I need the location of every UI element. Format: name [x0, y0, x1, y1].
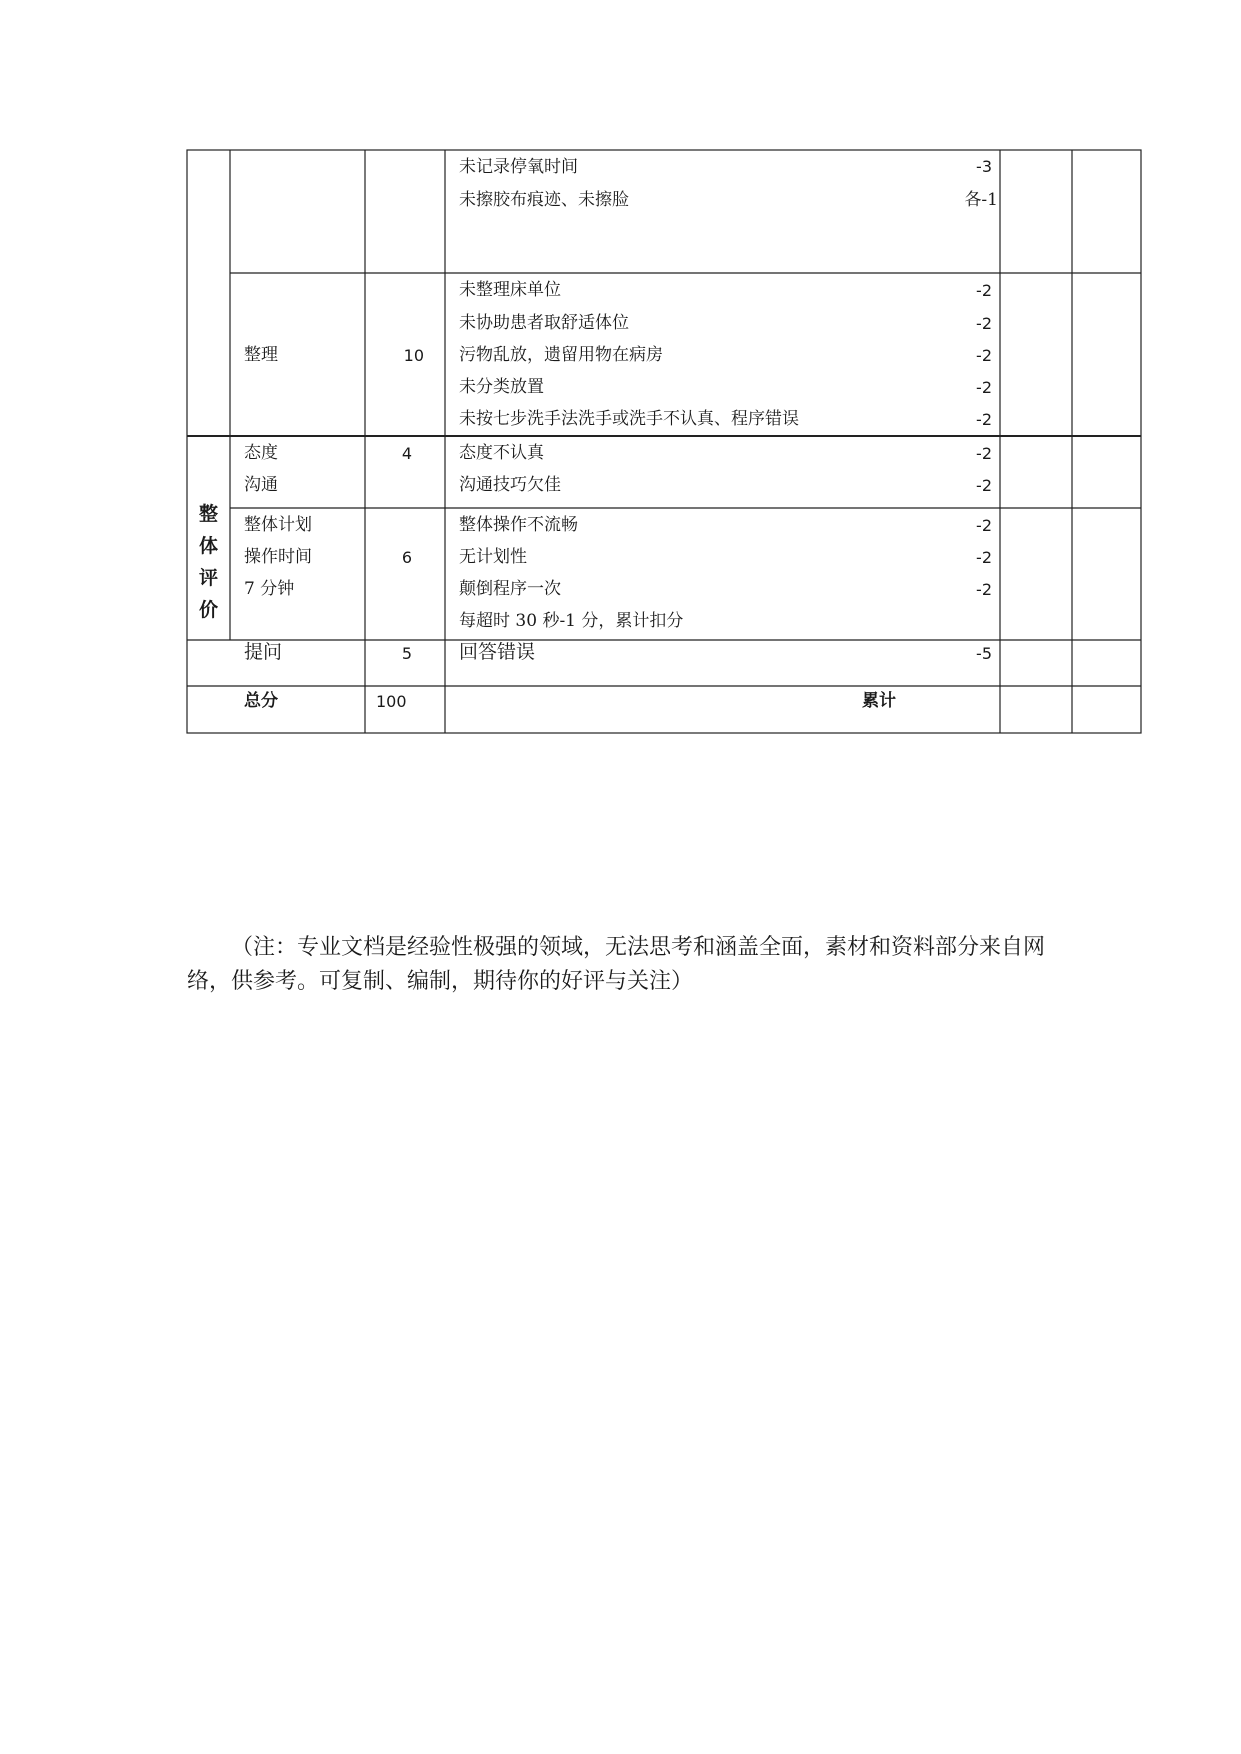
section-label-char: 整: [199, 503, 219, 525]
item-points: 4: [401, 444, 413, 463]
criterion-score: -2: [976, 516, 992, 535]
criterion-score: -2: [976, 548, 992, 567]
total-points: 100: [376, 692, 407, 711]
criterion-text: 态度不认真: [459, 443, 544, 463]
criterion-text: 无计划性: [459, 547, 527, 567]
total-label: 总分: [244, 691, 278, 711]
criterion-score: -2: [976, 444, 992, 463]
section-label-char: 评: [199, 567, 219, 589]
criterion-score: -3: [976, 157, 992, 176]
cumulative-label: 累计: [862, 691, 896, 711]
criterion-score: -5: [976, 644, 992, 663]
item-name: 态度: [244, 443, 278, 463]
item-name: 操作时间: [244, 547, 312, 567]
criterion-text: 未协助患者取舒适体位: [459, 313, 629, 333]
criterion-text: 未整理床单位: [459, 280, 561, 300]
criterion-score: 各-1: [964, 190, 998, 210]
criterion-text: 每超时 30 秒-1 分，累计扣分: [459, 611, 684, 631]
item-name: 沟通: [244, 475, 278, 495]
footnote: （注：专业文档是经验性极强的领域，无法思考和涵盖全面，素材和资料部分来自网络，供参考。可复制、编制，期待你的好评与关注）: [187, 935, 1046, 994]
item-name: 7 分钟: [244, 579, 295, 599]
item-points: 5: [401, 644, 413, 663]
item-points: 6: [401, 548, 413, 567]
section-label-char: 价: [199, 599, 219, 621]
criterion-score: -2: [976, 580, 992, 599]
criterion-score: -2: [976, 314, 992, 333]
item-points: 10: [403, 346, 424, 365]
item-name: 整理: [244, 345, 278, 365]
criterion-score: -2: [976, 281, 992, 300]
criterion-text: 沟通技巧欠佳: [459, 475, 561, 495]
section-label-char: 体: [199, 535, 219, 557]
item-name: 提问: [244, 641, 283, 663]
criterion-text: 颠倒程序一次: [459, 579, 561, 599]
criterion-text: 回答错误: [459, 641, 536, 663]
criterion-text: 未分类放置: [459, 377, 544, 397]
criterion-text: 未按七步洗手法洗手或洗手不认真、程序错误: [459, 409, 799, 429]
criterion-text: 整体操作不流畅: [459, 515, 578, 535]
criterion-score: -2: [976, 378, 992, 397]
criterion-text: 未擦胶布痕迹、未擦脸: [459, 190, 629, 210]
item-name: 整体计划: [244, 515, 312, 535]
criterion-text: 未记录停氧时间: [459, 157, 578, 177]
criterion-score: -2: [976, 476, 992, 495]
criterion-score: -2: [976, 346, 992, 365]
criterion-score: -2: [976, 410, 992, 429]
table-border: [187, 150, 1141, 733]
criterion-text: 污物乱放，遗留用物在病房: [459, 345, 663, 365]
